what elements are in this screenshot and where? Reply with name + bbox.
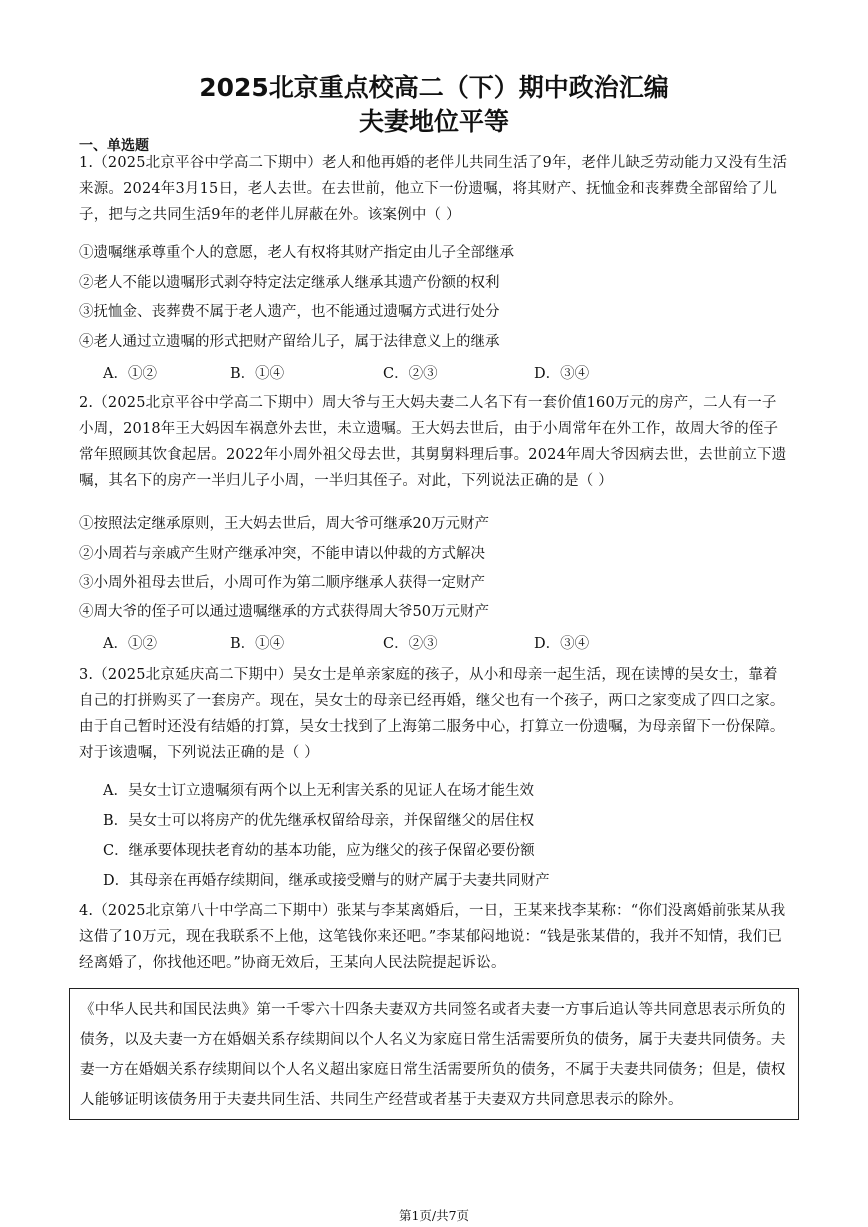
question-1-item-2: ②老人不能以遗嘱形式剥夺特定法定继承人继承其遗产份额的权利 bbox=[79, 275, 500, 291]
question-2-option-c: C．②③ bbox=[383, 636, 438, 652]
question-3-option-d: D．其母亲在再婚存续期间，继承或接受赠与的财产属于夫妻共同财产 bbox=[103, 873, 550, 889]
document-subtitle: 夫妻地位平等 bbox=[358, 107, 509, 136]
question-3-option-a: A．吴女士订立遗嘱须有两个以上无利害关系的见证人在场才能生效 bbox=[103, 783, 534, 799]
question-1-item-3: ③抚恤金、丧葬费不属于老人遗产，也不能通过遗嘱方式进行处分 bbox=[79, 304, 500, 320]
question-1-item-1: ①遗嘱继承尊重个人的意愿，老人有权将其财产指定由儿子全部继承 bbox=[79, 245, 514, 261]
question-2-option-a: A．①② bbox=[103, 636, 157, 652]
question-2-item-4: ④周大爷的侄子可以通过遗嘱继承的方式获得周大爷50万元财产 bbox=[79, 604, 489, 620]
question-2-option-b: B．①④ bbox=[230, 636, 285, 652]
question-3-stem: 3.（2025北京延庆高二下期中）吴女士是单亲家庭的孩子，从小和母亲一起生活，现在读博的吴女士，靠着自己的打拼购买了一套房产。现在，吴女士的母亲已经再婚，继父也有一个孩子，两口之家变成了四口之家。由于自己暂时还没有结婚的打算，吴女士找到了上海第二服务中心，打算立一份遗嘱，为母亲留下一份保障。对于该遗嘱，下列说法正确的是（ ） bbox=[79, 667, 785, 761]
question-2-item-2: ②小周若与亲戚产生财产继承冲突，不能申请以仲裁的方式解决 bbox=[79, 546, 485, 562]
question-3-option-b: B．吴女士可以将房产的优先继承权留给母亲，并保留继父的居住权 bbox=[103, 813, 535, 829]
page-footer: 第1页/共7页 bbox=[398, 1208, 470, 1223]
question-3-option-c: C．继承要体现扶老育幼的基本功能，应为继父的孩子保留必要份额 bbox=[103, 843, 535, 859]
document-title: 2025北京重点校高二（下）期中政治汇编 bbox=[199, 73, 669, 102]
question-2-item-3: ③小周外祖母去世后，小周可作为第二顺序继承人获得一定财产 bbox=[79, 575, 485, 591]
question-1-item-4: ④老人通过立遗嘱的形式把财产留给儿子，属于法律意义上的继承 bbox=[79, 334, 500, 350]
section-heading: 一、单选题 bbox=[79, 138, 149, 154]
question-1-option-a: A．①② bbox=[103, 366, 157, 382]
material-box bbox=[69, 988, 799, 1120]
question-2-option-d: D．③④ bbox=[534, 636, 590, 652]
question-2-item-1: ①按照法定继承原则，王大妈去世后，周大爷可继承20万元财产 bbox=[79, 516, 489, 532]
question-1-option-c: C．②③ bbox=[383, 366, 438, 382]
question-2-stem: 2.（2025北京平谷中学高二下期中）周大爷与王大妈夫妻二人名下有一套价值160万元的房产，二人有一子小周，2018年王大妈因车祸意外去世，未立遗嘱。王大妈去世后，由于小周常年在外工作，故周大爷的侄子常年照顾其饮食起居。2022年小周外祖父母去世，其舅舅料理后事。2024年周大爷因病去世，去世前立下遗嘱，其名下的房产一半归儿子小周，一半归其侄子。对此，下列说法正确的是（ ） bbox=[79, 395, 787, 489]
question-4-stem: 4.（2025北京第八十中学高二下期中）张某与李某离婚后，一日，王某来找李某称：“你们没离婚前张某从我这借了10万元，现在我联系不上他，这笔钱你来还吧。”李某郁闷地说：“钱是张某借的，我并不知情，我们已经离婚了，你找他还吧。”协商无效后，王某向人民法院提起诉讼。 bbox=[79, 903, 786, 971]
material-text: 《中华人民共和国民法典》第一千零六十四条夫妻双方共同签名或者夫妻一方事后追认等共同意思表示所负的债务，以及夫妻一方在婚姻关系存续期间以个人名义为家庭日常生活需要所负的债务，属于夫妻共同债务。夫妻一方在婚姻关系存续期间以个人名义超出家庭日常生活需要所负的债务，不属于夫妻共同债务；但是，债权人能够证明该债务用于夫妻共同生活、共同生产经营或者基于夫妻双方共同意思表示的除外。 bbox=[80, 1002, 786, 1108]
question-1-option-d: D．③④ bbox=[534, 366, 590, 382]
question-1-stem: 1.（2025北京平谷中学高二下期中）老人和他再婚的老伴儿共同生活了9年，老伴儿缺乏劳动能力又没有生活来源。2024年3月15日，老人去世。在去世前，他立下一份遗嘱，将其财产、抚恤金和丧葬费全部留给了儿子，把与之共同生活9年的老伴儿屏蔽在外。该案例中（ ） bbox=[79, 155, 788, 223]
question-1-option-b: B．①④ bbox=[230, 366, 285, 382]
